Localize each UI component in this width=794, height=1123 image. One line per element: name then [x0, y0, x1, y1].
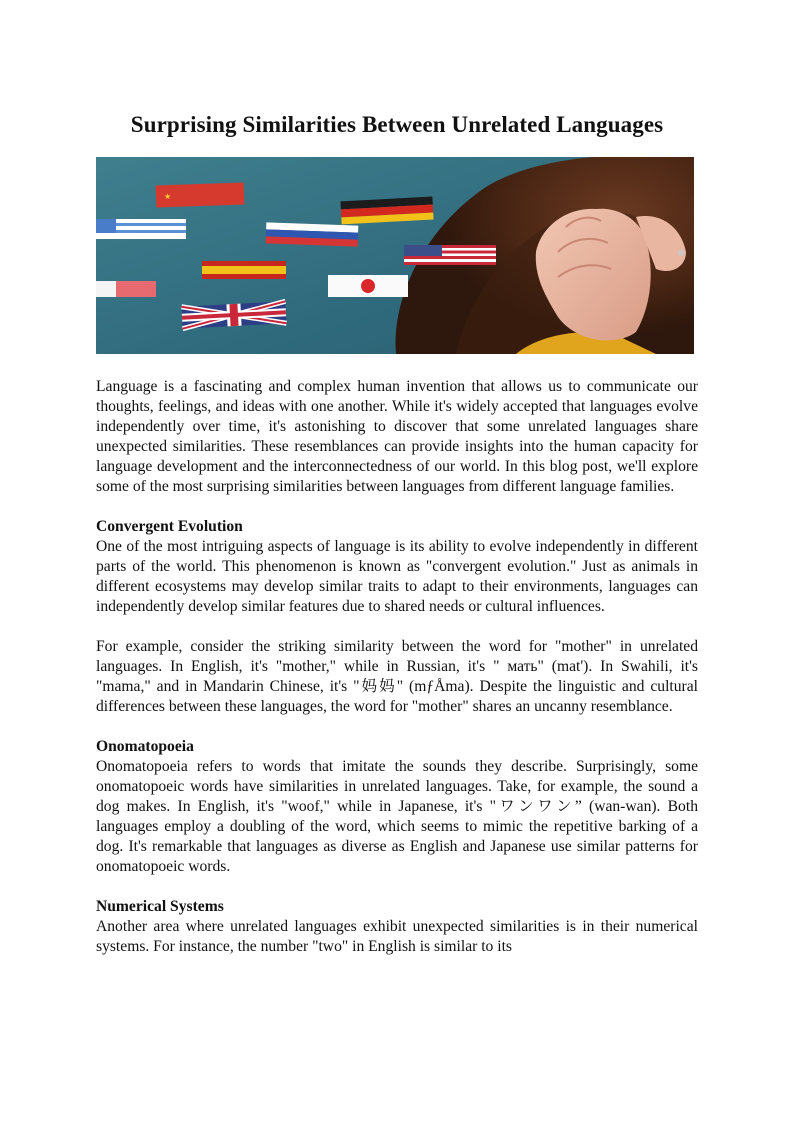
section-heading: Onomatopoeia [96, 738, 194, 755]
section-paragraph: For example, consider the striking similarity between the word for "mother" in unrelated languages. In English, it's "mother," while in Russian, it's " мать" (mat'). In Swahili, it's "mama," and in Mandarin Chinese, it's "妈妈" (mƒÅma). Despite the linguistic and cultural differences between these languages, the word for "mother" shares an uncanny resemblance. [96, 638, 698, 715]
svg-text:★: ★ [164, 192, 172, 201]
section-numerical-systems [96, 897, 698, 957]
intro-paragraph: Language is a fascinating and complex human invention that allows us to communicate our thoughts, feelings, and ideas with one another. While it's widely accepted that languages evolve independently over time, it's astonishing to discover that some unrelated languages share unexpected similarities. These resemblances can provide insights into the human capacity for language development and the interconnectedness of our world. In this blog post, we'll explore some of the most surprising similarities between languages from different language families. [96, 378, 698, 495]
article-body [96, 377, 698, 957]
japan-flag [328, 275, 408, 297]
red-white-flag [96, 281, 156, 297]
section-paragraph: Another area where unrelated languages exhibit unexpected similarities is in their numerical systems. For instance, the number "two" in English is similar to its [96, 918, 698, 955]
document-page [96, 0, 698, 977]
section-convergent-evolution [96, 517, 698, 717]
section-paragraph: Onomatopoeia refers to words that imitate the sounds they describe. Surprisingly, some onomatopoeic words have similarities in unrelated languages. Take, for example, the sound a dog makes. In English, it's "woof," while in Japanese, it's "ワンワン” (wan-wan). Both languages employ a doubling of the word, which seems to mimic the repetitive barking of a dog. It's remarkable that languages as diverse as English and Japanese use similar patterns for onomatopoeic words. [96, 758, 698, 875]
china-flag [156, 182, 245, 207]
greece-flag [96, 219, 186, 239]
germany-flag [340, 197, 433, 225]
page-title: Surprising Similarities Between Unrelated Languages [130, 112, 664, 137]
section-onomatopoeia [96, 737, 698, 877]
section-heading: Convergent Evolution [96, 518, 243, 535]
section-paragraph: One of the most intriguing aspects of language is its ability to evolve independently in different parts of the world. This phenomenon is known as "convergent evolution." Just as animals in different ecosystems may develop similar traits to adapt to their environments, languages can independently develop similar features due to shared needs or cultural influences. [96, 538, 698, 615]
section-heading: Numerical Systems [96, 898, 224, 915]
usa-flag [404, 245, 496, 265]
spain-flag [202, 261, 286, 279]
hero-image [96, 157, 694, 354]
russia-flag [266, 222, 359, 246]
